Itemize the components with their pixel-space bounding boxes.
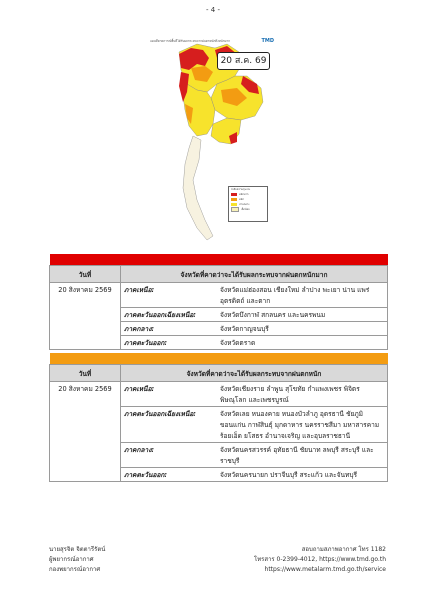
map-header-text: แผนที่คาดการณ์พื้นที่ได้รับผลกระทบจากฝนตกหนักถึงหนักมาก	[150, 39, 231, 43]
region-label: ภาคตะวันออกเฉียงเหนือ:	[121, 407, 218, 443]
region-label: ภาคตะวันออก:	[121, 336, 218, 350]
province-list: จังหวัดบึงกาฬ สกลนคร และนครพนม	[217, 308, 388, 322]
contact-fax-link[interactable]: โทรสาร 0-2399-4012, https://www.tmd.go.th	[254, 556, 386, 563]
province-list: จังหวัดตราด	[217, 336, 388, 350]
page-number: - 4 -	[206, 6, 220, 14]
legend-item: หนัก	[229, 197, 267, 202]
very-heavy-rain-table	[49, 254, 388, 350]
region-label: ภาคกลาง:	[121, 443, 218, 468]
tmd-logo: TMD	[261, 38, 274, 44]
province-list: จังหวัดกาญจนบุรี	[217, 322, 388, 336]
region-label: ภาคกลาง:	[121, 322, 218, 336]
legend-item: หนักมาก	[229, 192, 267, 197]
col-provinces-header: จังหวัดที่คาดว่าจะได้รับผลกระทบจากฝนตกหนักมาก	[121, 266, 388, 283]
map-legend	[228, 186, 268, 222]
legend-item: เล็กน้อย	[229, 207, 267, 212]
orange-severity-bar	[50, 353, 388, 365]
footer-right	[254, 545, 386, 575]
table-row	[50, 283, 388, 308]
region-label: ภาคตะวันออก:	[121, 468, 218, 482]
row-date: 20 สิงหาคม 2569	[50, 382, 121, 482]
map-land-south	[183, 136, 213, 240]
legend-item: ปานกลาง	[229, 202, 267, 207]
contact-service-link[interactable]: https://www.metalarm.tmd.go.th/service	[264, 566, 386, 573]
col-provinces-header: จังหวัดที่คาดว่าจะได้รับผลกระทบจากฝนตกหนัก	[121, 365, 388, 382]
region-label: ภาคเหนือ:	[121, 382, 218, 407]
province-list: จังหวัดแม่ฮ่องสอน เชียงใหม่ ลำปาง พะเยา น่าน แพร่ อุตรดิตถ์ และตาก	[217, 283, 388, 308]
province-list: จังหวัดเลย หนองคาย หนองบัวลำภู อุดรธานี ชัยภูมิ ขอนแก่น กาฬสินธุ์ มุกดาหาร นครราชสีมา มหาสารคาม ร้อยเอ็ด ยโสธร อำนาจเจริญ และอุบลราชธานี	[217, 407, 388, 443]
contact-phone: สอบถามสภาพอากาศ โทร 1182	[301, 546, 386, 553]
forecaster-name: นายสุรจิต จิตตารีรัตน์	[49, 546, 106, 553]
heavy-rain-table	[49, 353, 388, 482]
province-list: จังหวัดนครนายก ปราจีนบุรี สระแก้ว และจันทบุรี	[217, 468, 388, 482]
province-list: จังหวัดนครสวรรค์ อุทัยธานี ชัยนาท ลพบุรี สระบุรี และราชบุรี	[217, 443, 388, 468]
col-date-header: วันที่	[50, 365, 121, 382]
forecaster-title: ผู้พยากรณ์อากาศ	[49, 556, 94, 563]
col-date-header: วันที่	[50, 266, 121, 283]
region-label: ภาคเหนือ:	[121, 283, 218, 308]
red-severity-bar	[50, 254, 388, 266]
footer-left	[49, 545, 105, 575]
table-row	[50, 382, 388, 407]
map-legend-title: ระดับความรุนแรง	[231, 188, 251, 191]
province-list: จังหวัดเชียงราย ลำพูน สุโขทัย กำแพงเพชร พิจิตร พิษณุโลก และเพชรบูรณ์	[217, 382, 388, 407]
region-label: ภาคตะวันออกเฉียงเหนือ:	[121, 308, 218, 322]
map-date-box: 20 ส.ค. 69	[217, 52, 270, 70]
row-date: 20 สิงหาคม 2569	[50, 283, 121, 350]
forecaster-division: กองพยากรณ์อากาศ	[49, 566, 101, 573]
